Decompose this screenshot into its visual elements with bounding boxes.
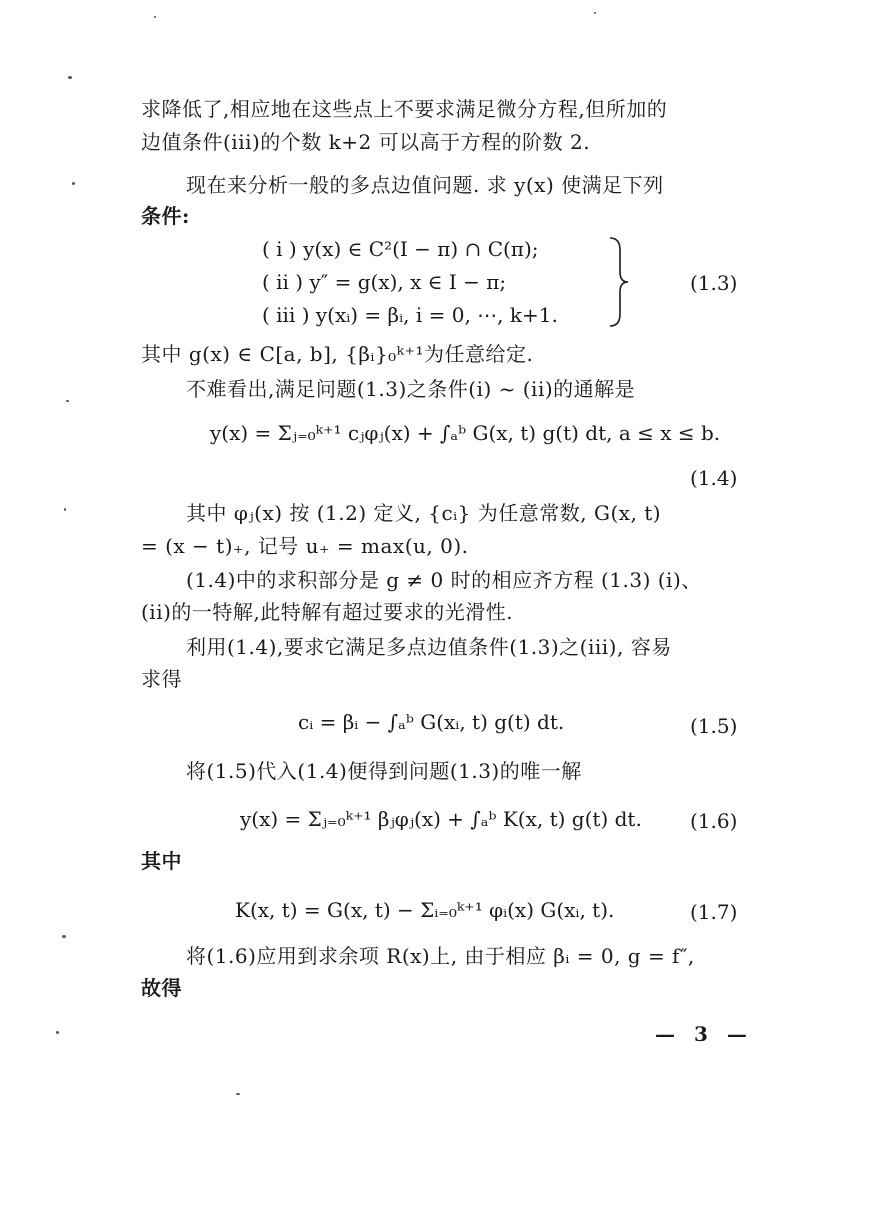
condition-i: ( i ) y(x) ∈ C²(I − π) ∩ C(π); xyxy=(262,237,539,261)
page-number: — 3 — xyxy=(655,1022,753,1046)
text-line-8: = (x − t)₊, 记号 u₊ = max(u, 0). xyxy=(141,534,469,558)
scan-speck xyxy=(72,182,75,185)
scan-speck xyxy=(56,1031,59,1034)
scan-speck xyxy=(62,935,66,938)
equation-number-1-6: (1.6) xyxy=(690,809,738,833)
text-line-4: 条件: xyxy=(141,204,190,228)
equation-number-1-7: (1.7) xyxy=(690,900,738,924)
text-line-6: 不难看出,满足问题(1.3)之条件(i) ~ (ii)的通解是 xyxy=(186,377,636,401)
text-line-15: 将(1.6)应用到求余项 R(x)上, 由于相应 βᵢ = 0, g = f″, xyxy=(186,944,695,968)
condition-ii: ( ii ) y″ = g(x), x ∈ I − π; xyxy=(262,270,507,294)
text-line-10: (ii)的一特解,此特解有超过要求的光滑性. xyxy=(141,600,514,624)
scan-speck xyxy=(154,16,156,18)
equation-number-1-3: (1.3) xyxy=(690,271,738,295)
condition-iii: ( iii ) y(xᵢ) = βᵢ, i = 0, ⋯, k+1. xyxy=(262,303,558,327)
text-line-1: 求降低了,相应地在这些点上不要求满足微分方程,但所加的 xyxy=(141,97,668,121)
equation-number-1-5: (1.5) xyxy=(690,714,738,738)
right-brace-icon xyxy=(608,236,630,328)
text-line-9: (1.4)中的求积部分是 g ≠ 0 时的相应齐方程 (1.3) (i)、 xyxy=(186,568,702,592)
text-line-2: 边值条件(iii)的个数 k+2 可以高于方程的阶数 2. xyxy=(141,130,591,154)
text-line-5: 其中 g(x) ∈ C[a, b], {βᵢ}₀ᵏ⁺¹为任意给定. xyxy=(141,342,534,366)
text-line-3: 现在来分析一般的多点边值问题. 求 y(x) 使满足下列 xyxy=(186,173,664,197)
scan-speck xyxy=(66,400,69,402)
text-line-16: 故得 xyxy=(141,976,182,1000)
scan-speck xyxy=(236,1093,240,1095)
equation-number-1-4: (1.4) xyxy=(690,466,738,490)
formula-1-6: y(x) = Σⱼ₌₀ᵏ⁺¹ βⱼφⱼ(x) + ∫ₐᵇ K(x, t) g(t) dt. xyxy=(240,807,642,831)
text-line-13: 将(1.5)代入(1.4)便得到问题(1.3)的唯一解 xyxy=(186,759,582,783)
text-line-7: 其中 φⱼ(x) 按 (1.2) 定义, {cᵢ} 为任意常数, G(x, t) xyxy=(186,501,662,525)
text-line-14: 其中 xyxy=(141,849,182,873)
text-line-12: 求得 xyxy=(141,667,182,691)
scan-speck xyxy=(594,12,596,14)
scan-speck xyxy=(68,76,72,79)
scan-speck xyxy=(64,508,66,511)
formula-1-5: cᵢ = βᵢ − ∫ₐᵇ G(xᵢ, t) g(t) dt. xyxy=(298,710,565,734)
formula-1-7: K(x, t) = G(x, t) − Σᵢ₌₀ᵏ⁺¹ φᵢ(x) G(xᵢ, t). xyxy=(235,898,615,922)
text-line-11: 利用(1.4),要求它满足多点边值条件(1.3)之(iii), 容易 xyxy=(186,635,672,659)
formula-1-4: y(x) = Σⱼ₌₀ᵏ⁺¹ cⱼφⱼ(x) + ∫ₐᵇ G(x, t) g(t) dt, a ≤ x ≤ b. xyxy=(210,421,721,445)
